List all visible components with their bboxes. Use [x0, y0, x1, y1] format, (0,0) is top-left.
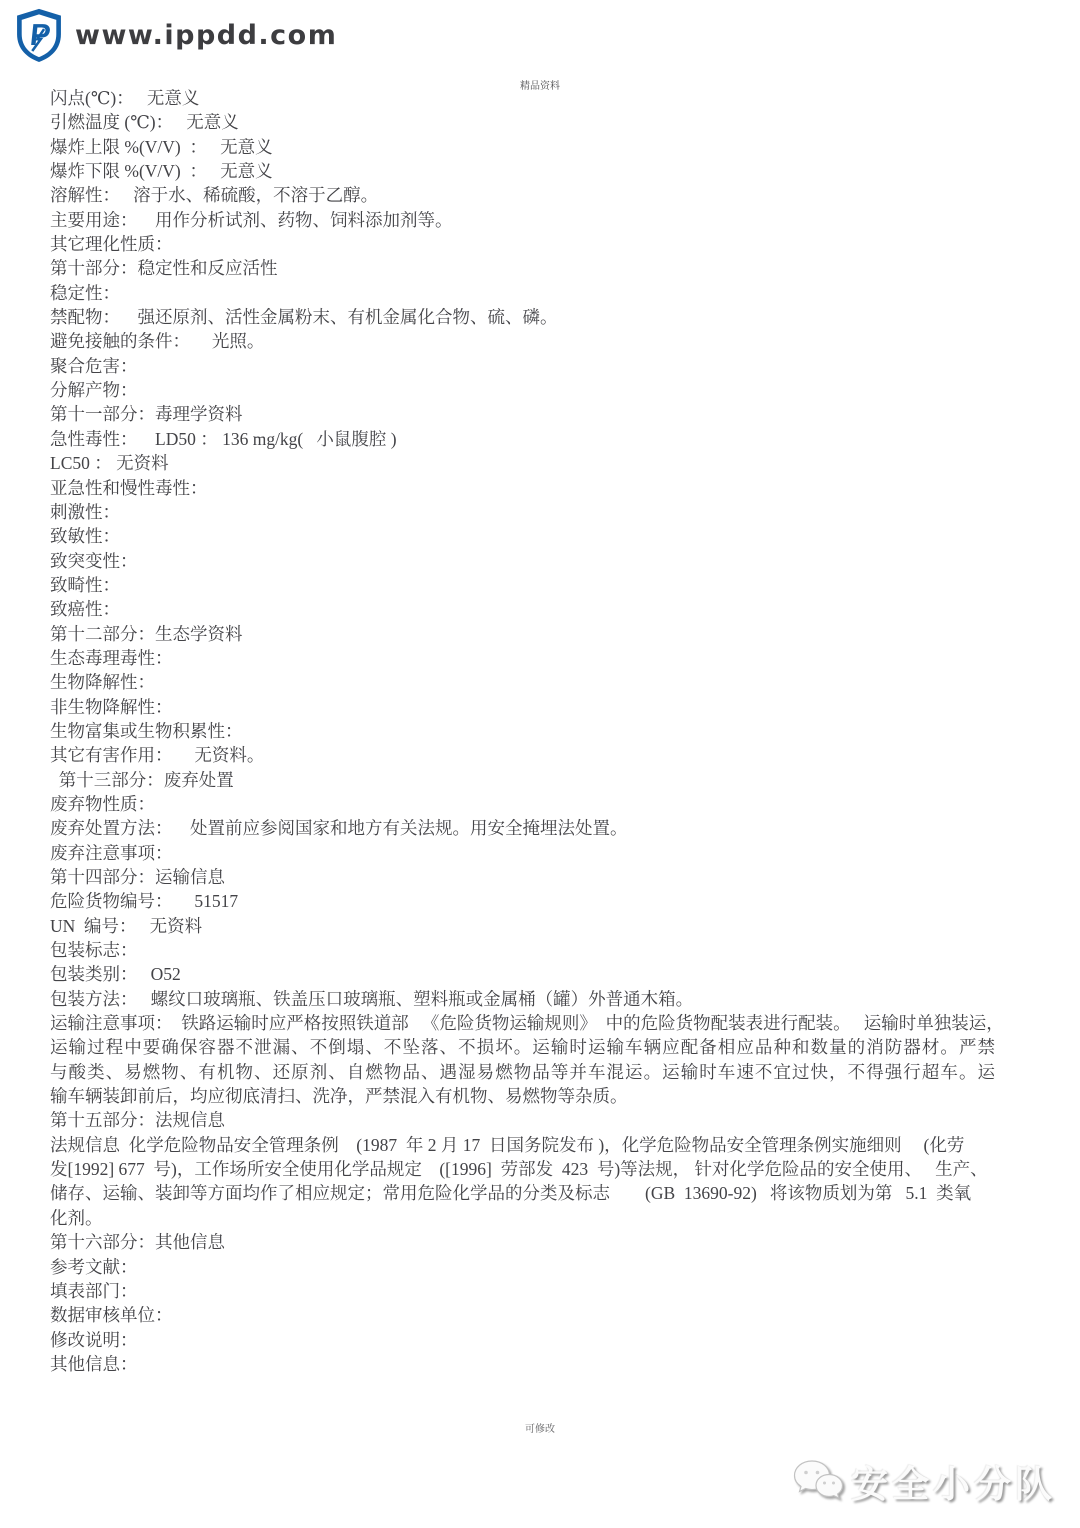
text-line: 废弃注意事项：	[50, 842, 173, 863]
text-line: 分解产物：	[50, 380, 138, 401]
text-line: 生态毒理毒性：	[50, 647, 173, 668]
text-line: 第十六部分：其他信息	[50, 1232, 225, 1253]
text-line: 填表部门：	[50, 1280, 138, 1301]
text-line: 发[1992] 677 号)，工作场所安全使用化学品规定 ([1996] 劳部发 423 号)等法规， 针对化学危险品的安全使用、 生产、	[50, 1159, 988, 1180]
svg-text:P: P	[28, 18, 53, 53]
text-line: 刺激性：	[50, 501, 120, 522]
watermark	[792, 1454, 1056, 1508]
text-line: 致癌性：	[50, 599, 120, 620]
text-line: 其他信息：	[50, 1353, 138, 1374]
text-line: 第十部分：稳定性和反应活性	[50, 258, 278, 279]
text-line: 运输过程中要确保容器不泄漏、不倒塌、不坠落、不损坏。运输时运输车辆应配备相应品种和数量的消防器材。严禁	[50, 1037, 997, 1058]
text-line: 第十一部分：毒理学资料	[50, 404, 243, 425]
shield-p-icon	[12, 7, 66, 63]
site-logo	[12, 7, 337, 63]
text-line: 致突变性：	[50, 550, 138, 571]
text-line: 修改说明：	[50, 1329, 138, 1350]
text-line: 避免接触的条件： 光照。	[50, 331, 265, 352]
text-line: 聚合危害：	[50, 355, 138, 376]
text-line: 爆炸下限 %(V/V) ： 无意义	[50, 161, 273, 182]
text-line: 危险货物编号： 51517	[50, 891, 239, 912]
bottom-page-marker: 可修改	[525, 1424, 555, 1435]
text-line: 废弃处置方法： 处置前应参阅国家和地方有关法规。用安全掩埋法处置。	[50, 818, 628, 839]
site-url-text: www.ippdd.com	[75, 19, 338, 51]
text-line: 化剂。	[50, 1207, 103, 1228]
text-line: LC50 ： 无资料	[50, 453, 169, 474]
text-line: UN 编号： 无资料	[50, 915, 203, 936]
text-line: 其它理化性质：	[50, 234, 173, 255]
text-line: 闪点(℃)： 无意义	[50, 88, 200, 108]
text-line: 参考文献：	[50, 1256, 138, 1277]
text-line: 包装类别： O52	[50, 964, 181, 985]
watermark-text: 安全小分队	[851, 1464, 1056, 1505]
text-line: 爆炸上限 %(V/V) ： 无意义	[50, 136, 273, 157]
text-line: 其它有害作用： 无资料。	[50, 745, 265, 766]
text-line: 法规信息 化学危险物品安全管理条例 (1987 年 2 月 17 日国务院发布 )，化学危险物品安全管理条例实施细则 (化劳	[50, 1134, 965, 1155]
text-line: 第十三部分：废弃处置	[50, 769, 234, 790]
text-line: 第十四部分：运输信息	[50, 867, 225, 887]
text-line: 致敏性：	[50, 526, 120, 547]
text-line: 非生物降解性：	[50, 696, 173, 717]
text-line: 禁配物： 强还原剂、活性金属粉末、有机金属化合物、硫、磷。	[50, 307, 558, 328]
text-line: 主要用途： 用作分析试剂、药物、饲料添加剂等。	[50, 209, 453, 230]
wechat-icon	[792, 1459, 844, 1503]
text-line: 生物降解性：	[50, 672, 155, 693]
text-line: 稳定性：	[50, 282, 120, 303]
text-line: 引燃温度 (℃)： 无意义	[50, 112, 239, 133]
text-line: 第十二部分：生态学资料	[50, 623, 243, 644]
text-line: 储存、运输、装卸等方面均作了相应规定；常用危险化学品的分类及标志 (GB 13690-92) 将该物质划为第 5.1 类氧	[50, 1183, 972, 1204]
text-line: 第十五部分：法规信息	[50, 1110, 225, 1131]
text-line: 致畸性：	[50, 574, 120, 595]
text-line: 亚急性和慢性毒性：	[50, 477, 208, 498]
text-line: 废弃物性质：	[50, 793, 155, 814]
text-line: 运输注意事项： 铁路运输时应严格按照铁道部 《危险货物运输规则》 中的危险货物配装表进行配装。 运输时单独装运，	[50, 1013, 1004, 1034]
top-page-marker: 精品资料	[520, 81, 560, 92]
msds-document-text	[50, 86, 1045, 1376]
text-line: 与酸类、易燃物、有机物、还原剂、自燃物品、遇湿易燃物品等并车混运。运输时车速不宜过快，不得强行超车。运	[50, 1061, 997, 1082]
text-line: 溶解性： 溶于水、稀硫酸，不溶于乙醇。	[50, 185, 379, 206]
text-line: 急性毒性： LD50 ： 136 mg/kg( 小鼠腹腔 )	[50, 428, 397, 449]
text-line: 输车辆装卸前后，均应彻底清扫、洗净，严禁混入有机物、易燃物等杂质。	[50, 1086, 628, 1107]
text-line: 生物富集或生物积累性：	[50, 720, 243, 741]
text-line: 数据审核单位：	[50, 1305, 173, 1326]
text-line: 包装标志：	[50, 940, 138, 961]
text-line: 包装方法： 螺纹口玻璃瓶、铁盖压口玻璃瓶、塑料瓶或金属桶（罐）外普通木箱。	[50, 988, 694, 1009]
